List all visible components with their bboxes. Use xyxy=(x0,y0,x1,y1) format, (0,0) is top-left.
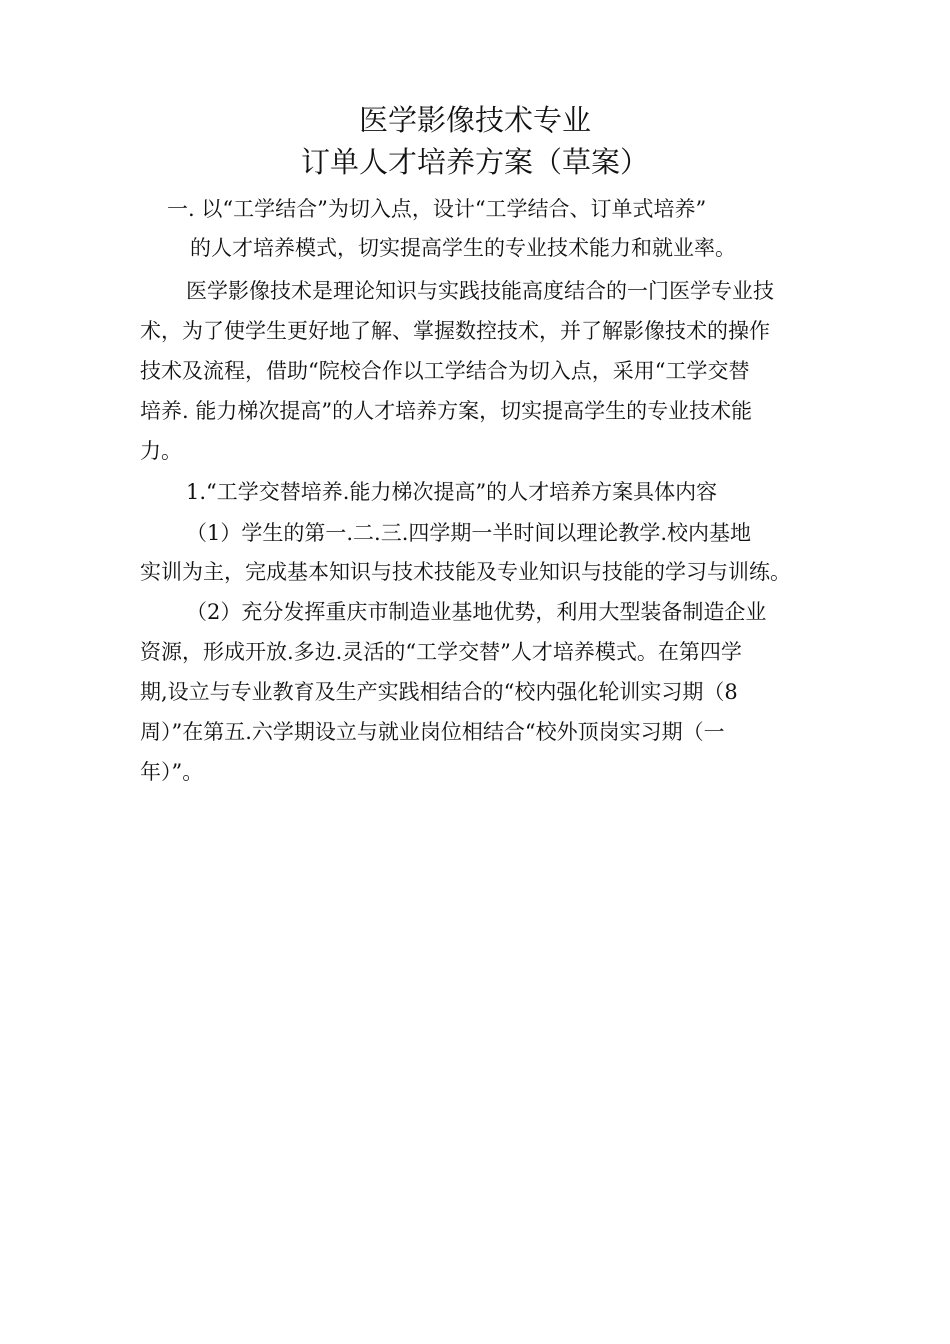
item-line: （1）学生的第一.二.三.四学期一半时间以理论教学.校内基地 xyxy=(186,521,752,545)
item-line: 期,设立与专业教育及生产实践相结合的“校内强化轮训实习期（8 xyxy=(140,680,738,704)
paragraph-line: 培养. 能力梯次提高”的人才培养方案，切实提高学生的专业技术能 xyxy=(140,399,753,423)
document-title: 医学影像技术专业 xyxy=(358,103,591,137)
item-line: 年）”。 xyxy=(140,760,204,784)
item-line: （2）充分发挥重庆市制造业基地优势，利用大型装备制造企业 xyxy=(186,600,767,624)
paragraph-line: 力。 xyxy=(140,439,182,463)
item-heading: 1.“工学交替培养.能力梯次提高”的人才培养方案具体内容 xyxy=(186,480,718,504)
paragraph-line: 术，为了使学生更好地了解、掌握数控技术，并了解影像技术的操作 xyxy=(140,319,770,343)
item-line: 实训为主，完成基本知识与技术技能及专业知识与技能的学习与训练。 xyxy=(140,560,791,584)
section-heading-line-2: 的人才培养模式，切实提高学生的专业技术能力和就业率。 xyxy=(190,236,736,260)
paragraph-line: 技术及流程，借助“院校合作以工学结合为切入点，采用“工学交替 xyxy=(140,359,750,383)
document-subtitle: 订单人才培养方案（草案） xyxy=(300,145,649,179)
item-line: 资源，形成开放.多边.灵活的“工学交替”人才培养模式。在第四学 xyxy=(140,640,742,664)
section-heading-line-1: 一. 以“工学结合”为切入点，设计“工学结合、订单式培养” xyxy=(167,197,707,221)
item-line: 周）”在第五.六学期设立与就业岗位相结合“校外顶岗实习期（一 xyxy=(140,720,725,744)
paragraph-line: 医学影像技术是理论知识与实践技能高度结合的一门医学专业技 xyxy=(186,279,774,303)
